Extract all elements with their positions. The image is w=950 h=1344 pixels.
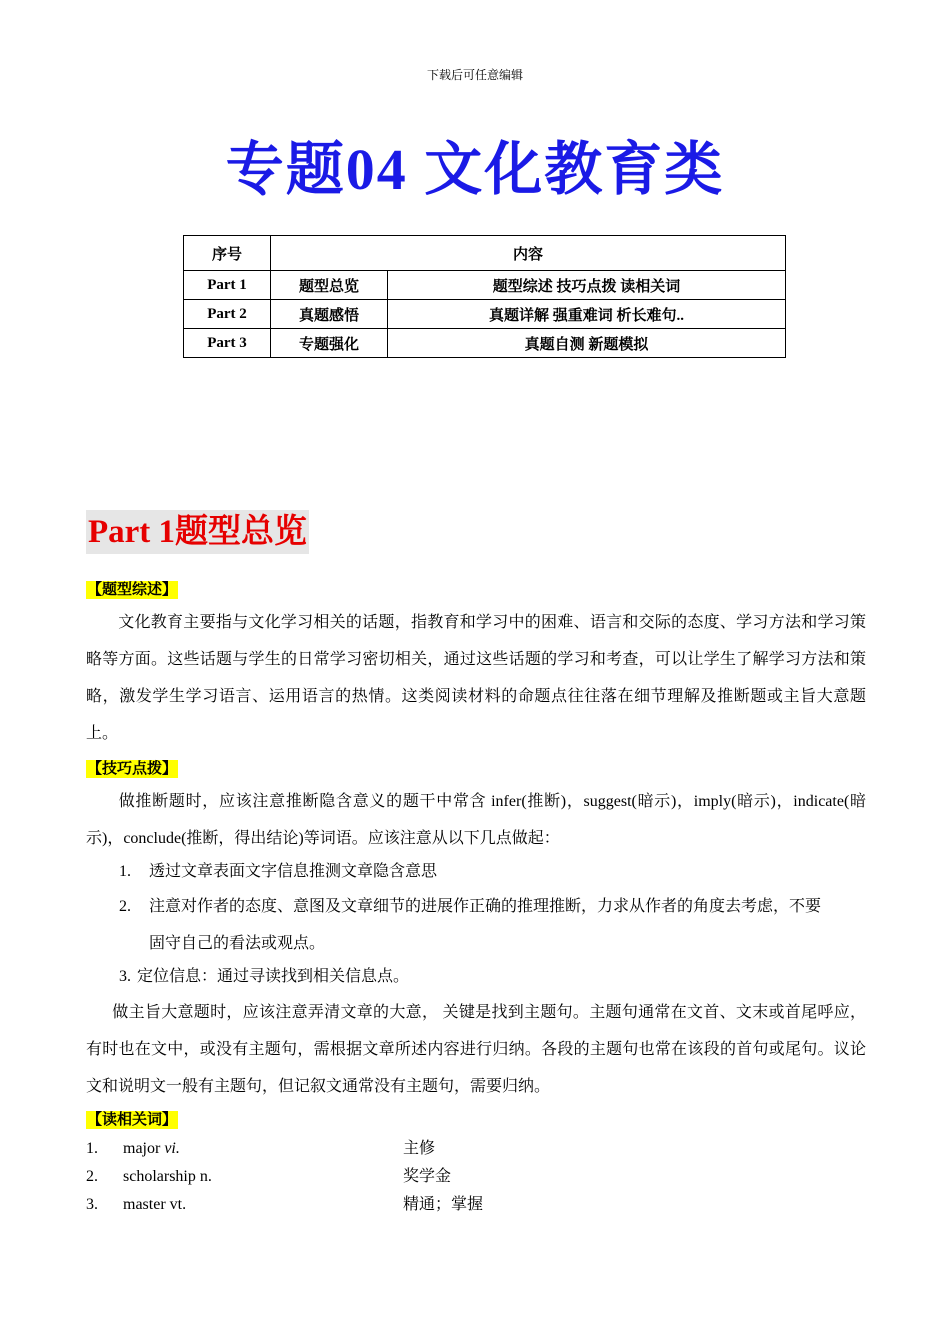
tips-item-num: 1. (119, 863, 131, 880)
tips-item-text-cont: 固守自己的看法或观点。 (149, 935, 326, 952)
table-cell-part: Part 1 (184, 271, 271, 300)
table-cell-part: Part 2 (184, 300, 271, 329)
overview-paragraph (86, 604, 866, 752)
tag-vocab: 【读相关词】 (87, 1112, 178, 1128)
table-cell-desc: 真题详解 强重难词 析长难句.. (388, 300, 786, 329)
tips-item-text: 定位信息：通过寻读找到相关信息点。 (137, 968, 410, 985)
header-note: 下载后可任意编辑 (426, 68, 523, 82)
vocab-word-text: scholarship (123, 1168, 196, 1185)
tips-item-text: 注意对作者的态度、意图及文章细节的进展作正确的推理推断，力求从作者的角度去考虑，不要 (149, 898, 822, 915)
tips-item-text: 透过文章表面文字信息推测文章隐含意思 (149, 863, 438, 880)
vocab-word (123, 1196, 186, 1214)
table-cell-name: 专题强化 (271, 329, 388, 358)
vocab-pos: vi. (164, 1140, 180, 1157)
section-heading (86, 510, 309, 554)
main-idea-text: 做主旨大意题时，应该注意弄清文章的大意， 关键是找到主题句。主题句通常在文首、文末或首尾呼应， 有时也在文中，或没有主题句，需根据文章所述内容进行归纳。各段的主题句也常在该段的首句或尾句。议论文和说明文一般有主题句，但记叙文通常没有主题句，需要归纳。 (86, 1004, 866, 1095)
vocab-meaning: 奖学金 (403, 1168, 452, 1185)
page-title: 专题04 文化教育类 (225, 137, 725, 202)
table-cell-name: 题型总览 (271, 271, 388, 300)
vocab-word-text: master (123, 1196, 166, 1213)
table-row (184, 300, 786, 329)
table-cell-desc: 题型综述 技巧点拨 读相关词 (388, 271, 786, 300)
table-row (184, 271, 786, 300)
tips-intro-text: 做推断题时，应该注意推断隐含意义的题干中常含 infer(推断)，suggest(暗示)，imply(暗示)，indicate(暗示)，conclude(推断，得出结论)等词语。应该注意从以下几点做起： (86, 793, 866, 847)
tag-overview: 【题型综述】 (87, 582, 178, 598)
vocab-meaning: 精通；掌握 (403, 1196, 484, 1213)
table-cell-part: Part 3 (184, 329, 271, 358)
contents-table (183, 235, 786, 358)
vocab-pos: vt. (169, 1196, 187, 1213)
tips-item-num: 3. (119, 968, 131, 985)
table-header-row (184, 236, 786, 271)
vocab-num: 1. (86, 1140, 98, 1157)
vocab-word (123, 1140, 180, 1158)
vocab-meaning: 主修 (403, 1140, 436, 1157)
table-header-content: 内容 (271, 236, 786, 271)
tag-tips: 【技巧点拨】 (87, 761, 178, 777)
vocab-word (123, 1168, 212, 1186)
vocab-num: 2. (86, 1168, 98, 1185)
table-row (184, 329, 786, 358)
main-idea-paragraph (86, 994, 866, 1105)
tips-intro-paragraph (86, 783, 866, 857)
overview-text: 文化教育主要指与文化学习相关的话题，指教育和学习中的困难、语言和交际的态度、学习方法和学习策略等方面。这些话题与学生的日常学习密切相关，通过这些话题的学习和考查，可以让学生了解学习方法和策略，激发学生学习语言、运用语言的热情。这类阅读材料的命题点往往落在细节理解及推断题或主旨大意题上。 (86, 614, 866, 742)
section-heading-part: Part 1 (88, 514, 176, 550)
vocab-num: 3. (86, 1196, 98, 1213)
table-cell-name: 真题感悟 (271, 300, 388, 329)
section-heading-text: 题型总览 (175, 514, 308, 550)
table-cell-desc: 真题自测 新题模拟 (388, 329, 786, 358)
table-header-no: 序号 (184, 236, 271, 271)
tips-item-num: 2. (119, 898, 131, 915)
vocab-word-text: major (123, 1140, 161, 1157)
vocab-pos: n. (199, 1168, 212, 1185)
